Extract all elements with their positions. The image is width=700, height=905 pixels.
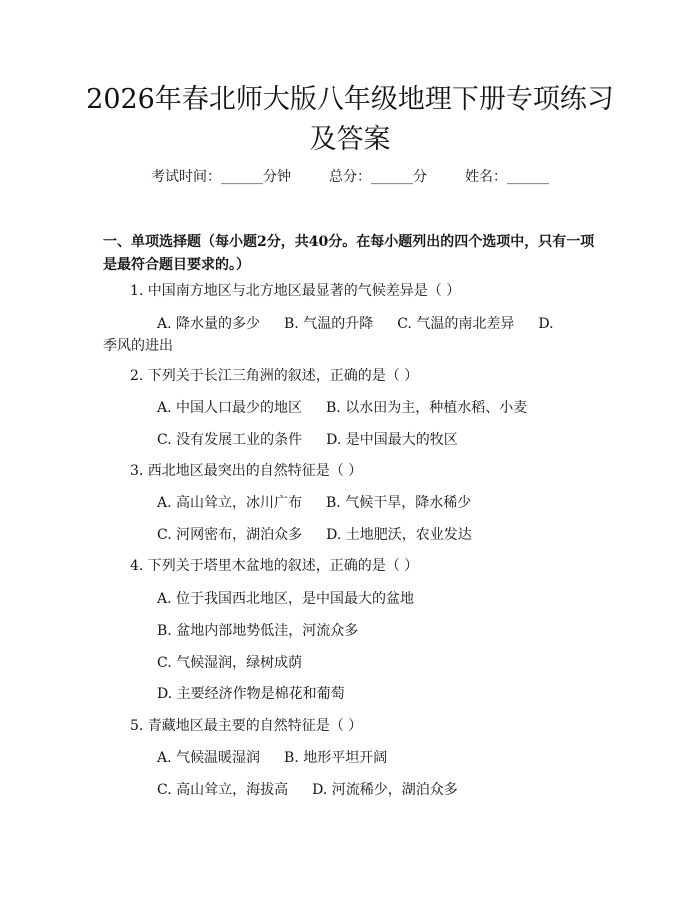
- question-5-option-d: D. 河流稀少，湖泊众多: [312, 782, 458, 798]
- question-1-option-c: C. 气温的南北差异: [397, 316, 515, 332]
- question-3-options-row-1: [157, 493, 471, 513]
- question-1-option-b: B. 气温的升降: [284, 316, 374, 332]
- question-4-option-b: B. 盆地内部地势低洼，河流众多: [157, 623, 359, 639]
- name-label: 姓名：: [465, 169, 507, 185]
- question-3-option-d: D. 土地肥沃，农业发达: [326, 527, 472, 543]
- question-2-options-row-1: [157, 398, 527, 418]
- score-unit: 分: [413, 169, 427, 185]
- time-blank: ______: [221, 169, 263, 185]
- question-5-option-b: B. 地形平坦开阔: [284, 750, 388, 766]
- question-4-stem: 4. 下列关于塔里木盆地的叙述，正确的是（ ）: [130, 558, 419, 574]
- time-unit: 分钟: [263, 169, 291, 185]
- question-5-option-c: C. 高山耸立，海拔高: [157, 782, 289, 798]
- question-2-option-b: B. 以水田为主，种植水稻、小麦: [326, 400, 528, 416]
- time-label: 考试时间：: [151, 169, 221, 185]
- question-1-stem: 1. 中国南方地区与北方地区最显著的气候差异是（ ）: [130, 283, 461, 299]
- question-4-option-d: D. 主要经济作物是棉花和葡萄: [157, 686, 345, 702]
- section-heading: 一、单项选择题（每小题2分，共40分。在每小题列出的四个选项中，只有一项是最符合题目要求的。）: [103, 234, 595, 273]
- question-5-options-row-2: [157, 780, 458, 800]
- question-3-options-row-2: [157, 525, 472, 545]
- question-1-options: [103, 313, 563, 357]
- question-4-option-c: C. 气候湿润，绿树成荫: [157, 655, 303, 671]
- question-2-stem: 2. 下列关于长江三角洲的叙述，正确的是（ ）: [130, 368, 419, 384]
- score-label: 总分：: [329, 169, 371, 185]
- question-2-option-c: C. 没有发展工业的条件: [157, 432, 303, 448]
- question-1-option-a: A. 降水量的多少: [157, 316, 261, 332]
- question-3-option-c: C. 河网密布，湖泊众多: [157, 527, 303, 543]
- document-title: 2026年春北师大版八年级地理下册专项练习及答案: [86, 84, 614, 155]
- question-2-option-d: D. 是中国最大的牧区: [326, 432, 458, 448]
- question-4-option-a: A. 位于我国西北地区，是中国最大的盆地: [157, 591, 415, 607]
- question-3-option-b: B. 气候干旱，降水稀少: [326, 495, 472, 511]
- score-blank: ______: [371, 169, 413, 185]
- question-5-option-a: A. 气候温暖湿润: [157, 750, 261, 766]
- question-2-options-row-2: [157, 430, 458, 450]
- exam-meta-line: [0, 167, 700, 187]
- question-3-stem: 3. 西北地区最突出的自然特征是（ ）: [130, 463, 363, 479]
- name-blank: ______: [507, 169, 549, 185]
- question-3-option-a: A. 高山耸立，冰川广布: [157, 495, 303, 511]
- question-1-option-d: D. 季风的进出: [103, 316, 554, 354]
- question-2-option-a: A. 中国人口最少的地区: [157, 400, 303, 416]
- question-5-options-row-1: [157, 748, 387, 768]
- question-5-stem: 5. 青藏地区最主要的自然特征是（ ）: [130, 718, 363, 734]
